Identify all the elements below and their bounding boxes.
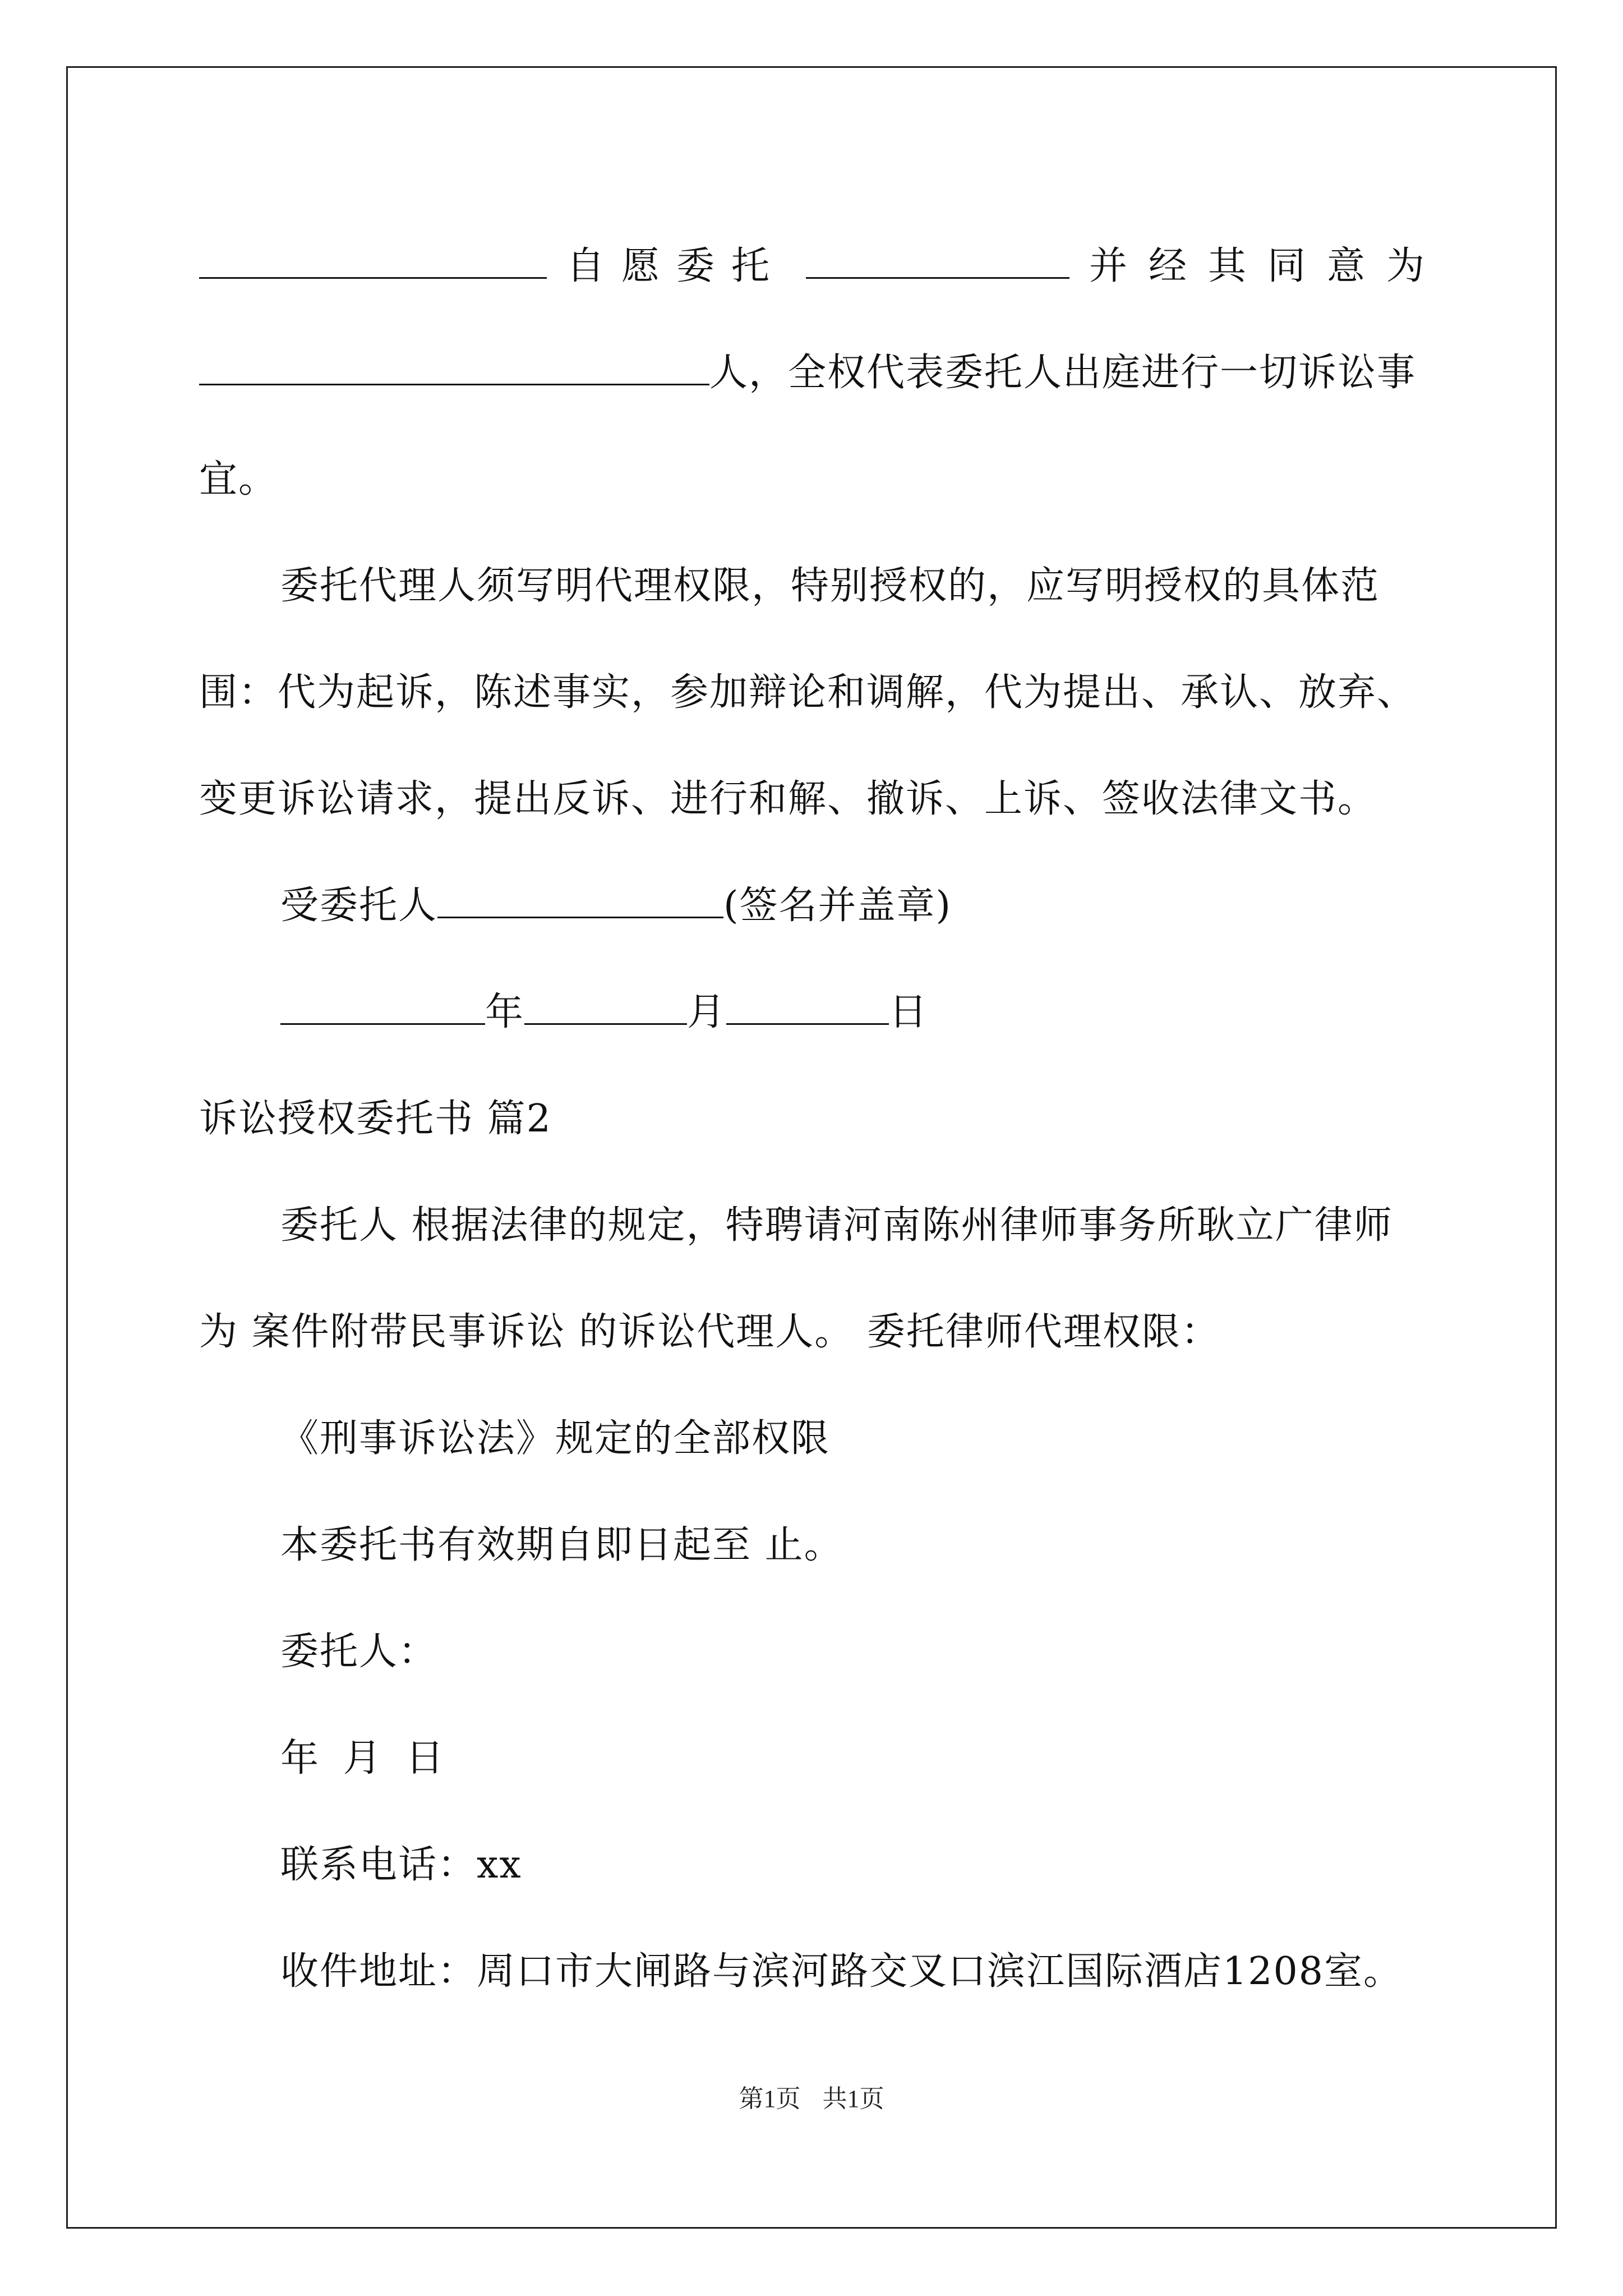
scope-note-line-1: 委托代理人须写明代理权限，特别授权的，应写明授权的具体范 (280, 564, 1380, 608)
validity-period: 本委托书有效期自即日起至 止。 (280, 1523, 843, 1567)
signature-blank (437, 884, 723, 918)
signature-note: (签名并盖章) (723, 884, 952, 928)
principal-blank (199, 245, 547, 279)
page-footer (0, 2078, 1623, 2114)
page-total: 共1页 (822, 2085, 884, 2113)
authority-line (199, 320, 1424, 426)
date-fill-line (199, 959, 1424, 1066)
scope-note-line-3: 变更诉讼请求，提出反诉、进行和解、撤诉、上诉、签收法律文书。 (199, 777, 1377, 821)
entrust-line (199, 213, 1446, 320)
engagement-line-2: 为 案件附带民事诉讼 的诉讼代理人。 委托律师代理权限： (199, 1310, 1220, 1354)
entrust-text: 自愿委托 (566, 244, 786, 288)
day-blank (726, 991, 889, 1025)
day-label: 日 (889, 990, 929, 1034)
paragraph-end: 宜。 (199, 457, 278, 501)
month-blank (524, 991, 687, 1025)
engagement-line-1: 委托人 根据法律的规定，特聘请河南陈州律师事务所耿立广律师 (280, 1203, 1393, 1248)
signing-date: 年 月 日 (280, 1736, 445, 1780)
signature-line (199, 853, 1424, 959)
mailing-address: 收件地址：周口市大闸路与滨河路交叉口滨江国际酒店1208室。 (280, 1949, 1403, 1994)
signature-label: 受委托人 (280, 884, 438, 928)
month-label: 月 (687, 990, 727, 1034)
authority-scope: 《刑事诉讼法》规定的全部权限 (280, 1416, 831, 1461)
scope-note-line-2: 围：代为起诉，陈述事实，参加辩论和调解，代为提出、承认、放弃、 (199, 670, 1417, 715)
year-blank (280, 991, 485, 1025)
agent-blank (806, 245, 1069, 279)
authority-text: 人，全权代表委托人出庭进行一切诉讼事 (709, 351, 1417, 395)
contact-phone: 联系电话：xx (280, 1843, 522, 1887)
year-label: 年 (485, 990, 525, 1034)
role-blank (199, 351, 709, 385)
agree-text: 并经其同意为 (1089, 244, 1446, 288)
page-number: 第1页 (739, 2085, 801, 2113)
principal-label: 委托人： (280, 1630, 438, 1674)
document-body (199, 213, 1446, 2025)
section-title: 诉讼授权委托书 篇2 (199, 1097, 552, 1141)
